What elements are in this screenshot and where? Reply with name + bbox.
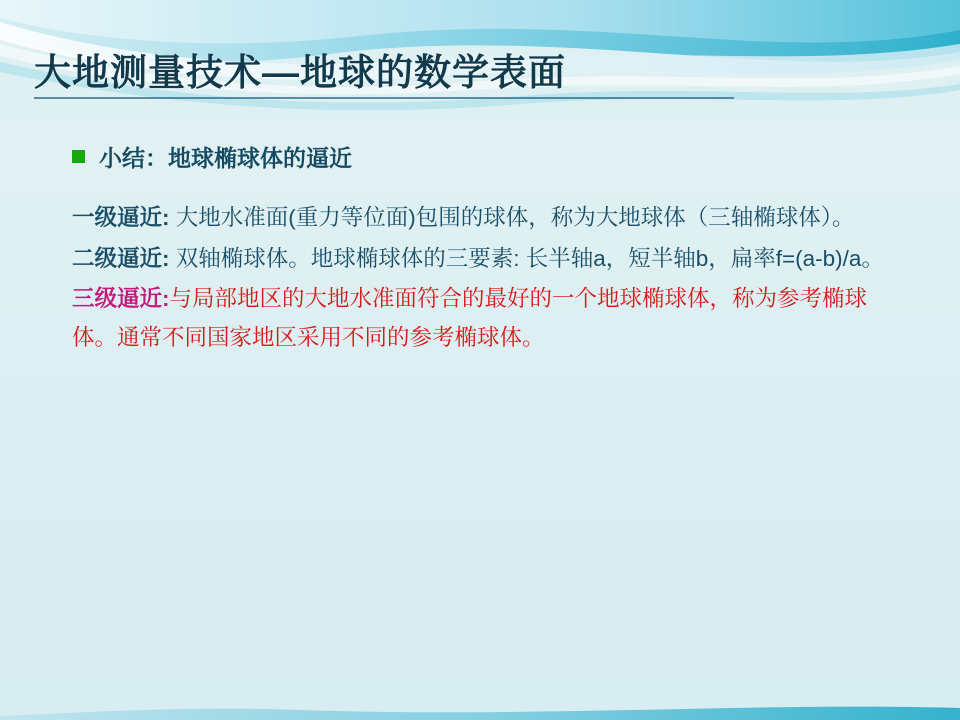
slide-title: 大地测量技术—地球的数学表面 bbox=[34, 52, 566, 93]
summary-bullet-label: 小结：地球椭球体的逼近 bbox=[99, 145, 352, 171]
paragraph-level-2 bbox=[72, 240, 902, 279]
title-underline bbox=[34, 97, 734, 99]
green-square-bullet-icon bbox=[72, 150, 85, 163]
decorative-bottom-bar bbox=[0, 702, 960, 720]
paragraph-3-text: 与局部地区的大地水准面符合的最好的一个地球椭球体，称为参考椭球体。通常不同国家地区采用不同的参考椭球体。 bbox=[72, 286, 868, 351]
paragraph-1-lead: 一级逼近: bbox=[72, 205, 170, 230]
paragraph-level-1 bbox=[72, 199, 902, 238]
slide-content bbox=[72, 140, 902, 360]
paragraph-1-text: 大地水准面(重力等位面)包围的球体，称为大地球体（三轴椭球体）。 bbox=[169, 205, 855, 230]
paragraph-3-lead: 三级逼近: bbox=[72, 286, 170, 312]
paragraph-2-lead: 二级逼近: bbox=[72, 245, 170, 271]
paragraph-level-3 bbox=[72, 280, 902, 357]
summary-bullet bbox=[72, 140, 902, 173]
paragraph-2-text: 双轴椭球体。地球椭球体的三要素: 长半轴a，短半轴b，扁率f=(a-b)/a。 bbox=[169, 245, 884, 271]
